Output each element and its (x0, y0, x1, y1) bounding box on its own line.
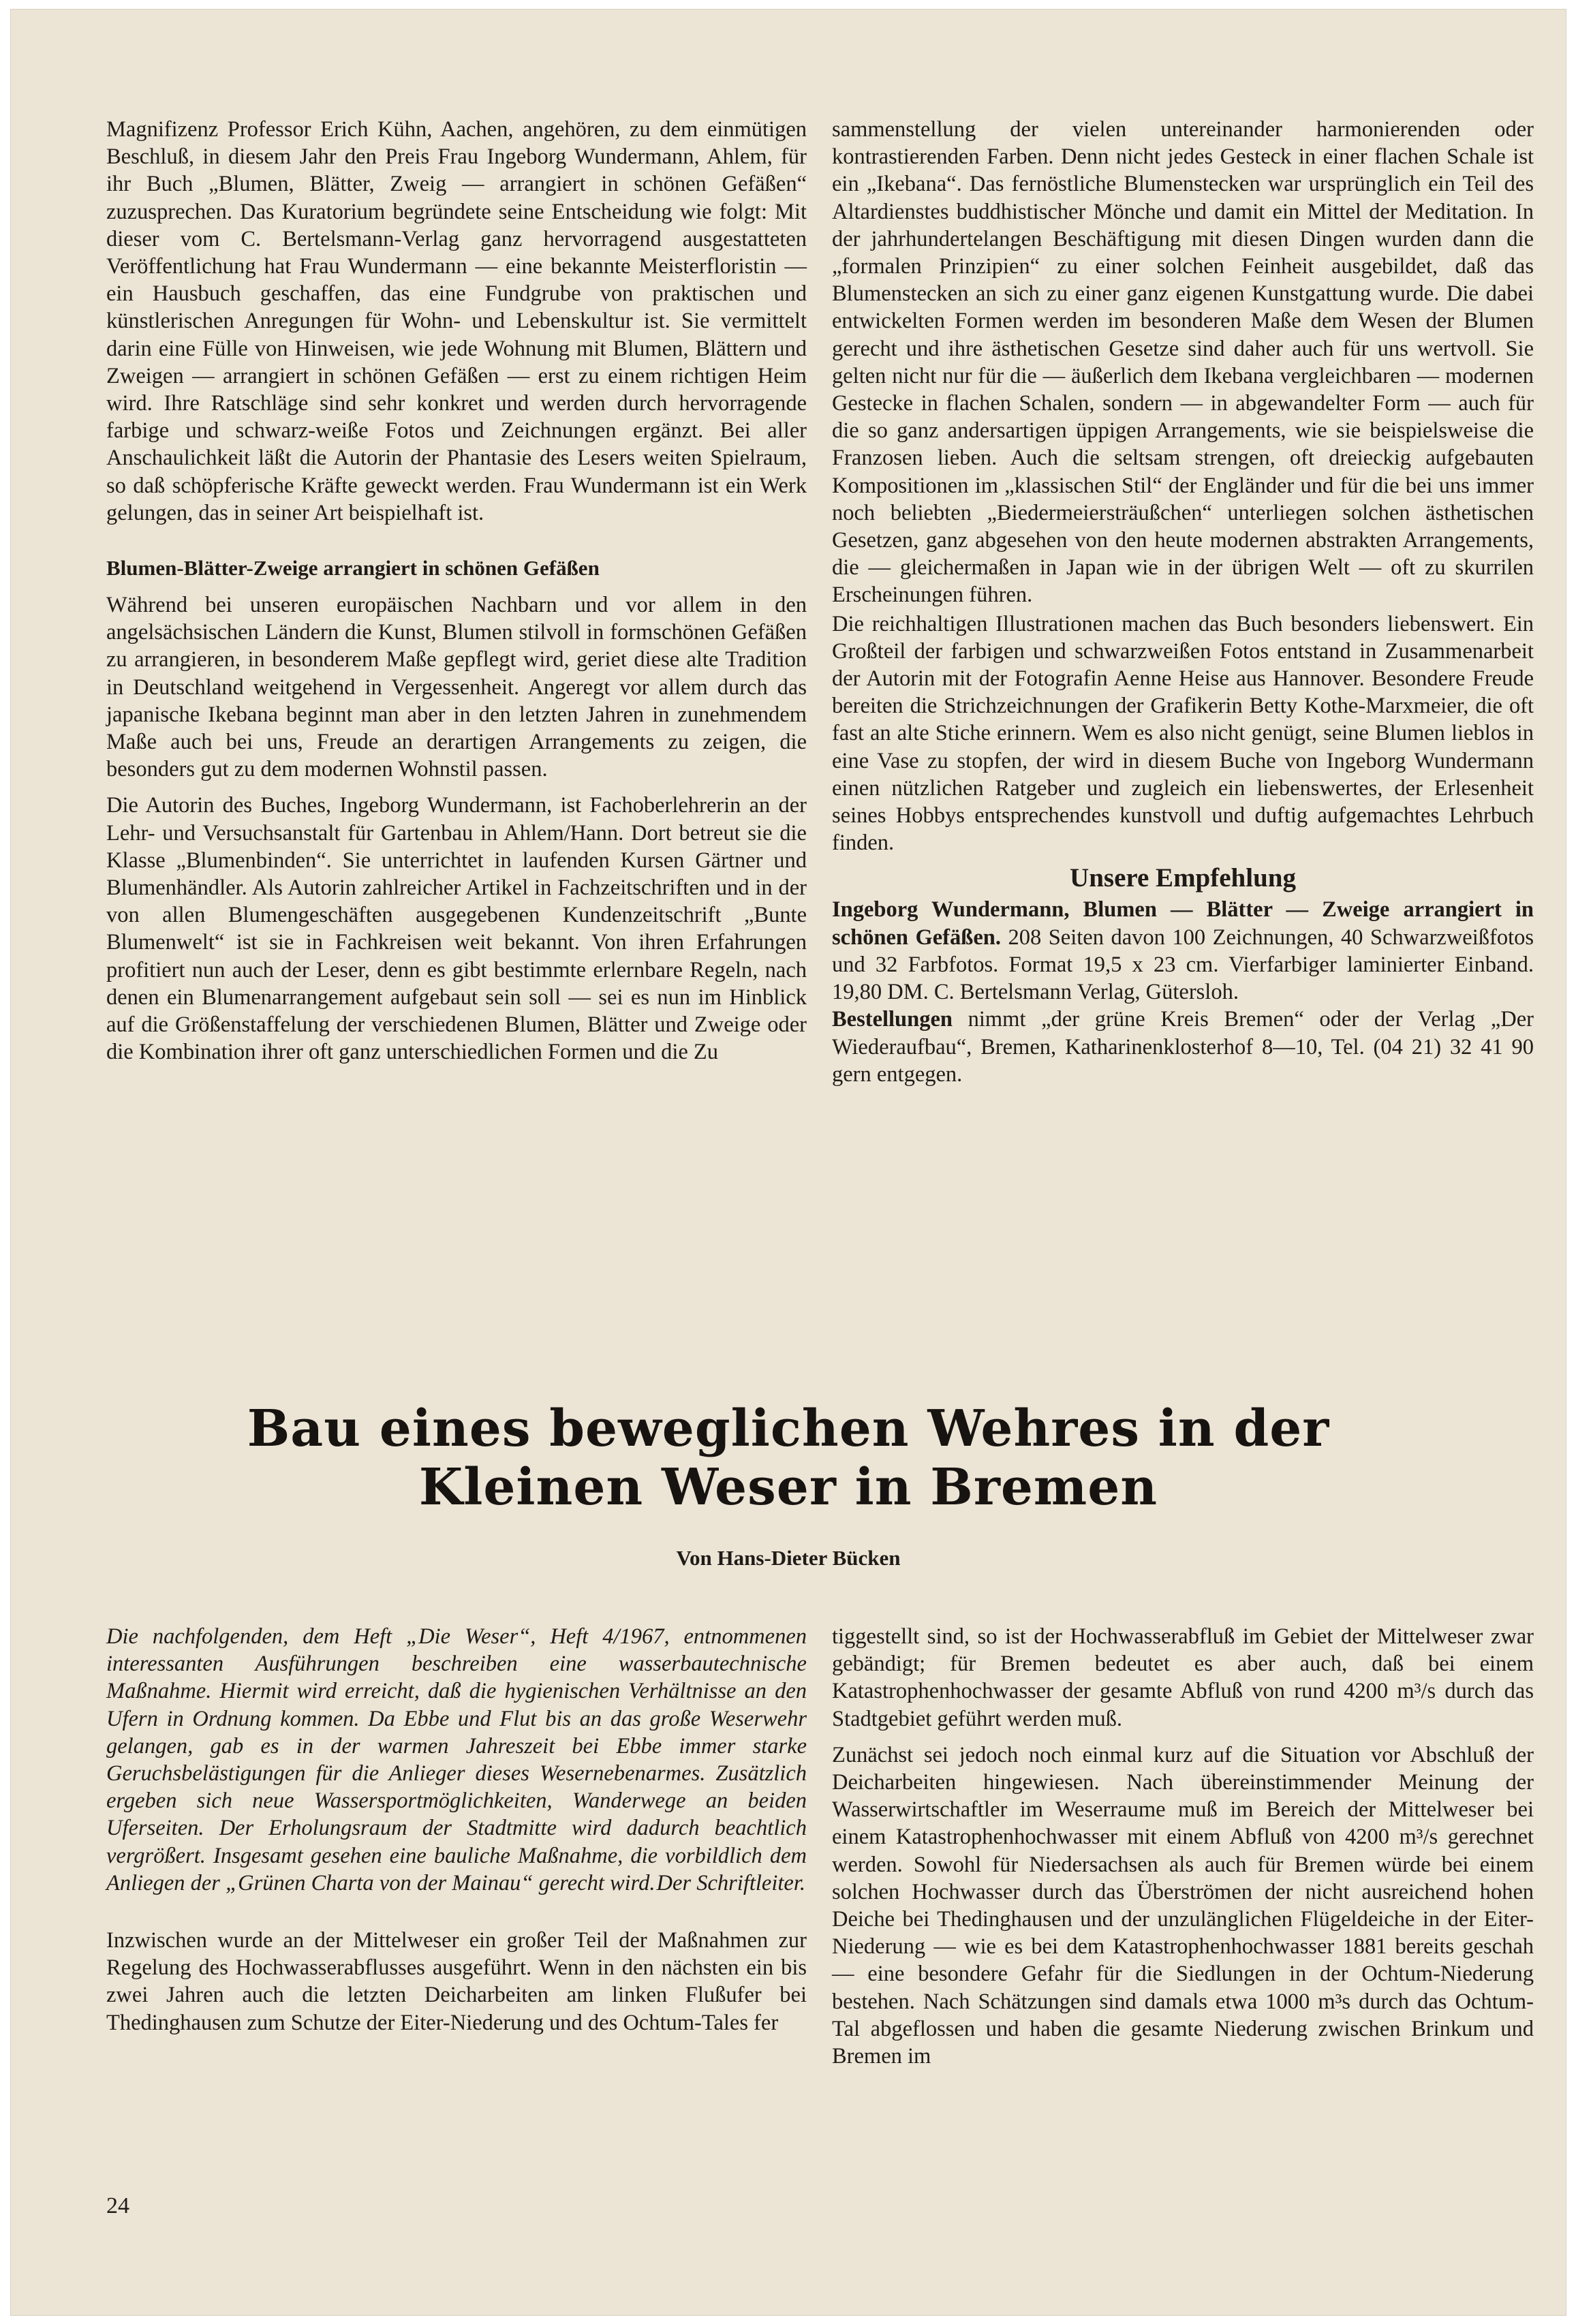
article-title-line: Bau eines beweglichen Wehres in der (247, 1399, 1330, 1458)
page-number: 24 (106, 2193, 129, 2218)
recommendation-book-title: Ingeborg Wundermann, Blumen — Blätter — Zweige arrangiert in schönen Gefäßen. (832, 897, 1534, 950)
review-paragraph: Die reichhaltigen Illustrationen machen das Buch besonders liebenswert. Ein Großteil der farbigen und schwarzweißen Fotos entstand in Zusammenarbeit der Autorin mit der Fotografin Aenne Heise aus Hannover. Besondere Freude bereiten die Strichzeichnungen der Grafikerin Betty Kothe-Marxmeier, die oft fast an alte Stiche erinnern. Wem es also nicht genügt, seine Blumen lieblos in eine Vase zu stopfen, der wird in diesem Buche von Ingeborg Wundermann einen nützlichen Ratgeber und zugleich ein liebenswertes, der Erlesenheit seines Hobbys entsprechendes kunstvoll und duftig aufgemachtes Lehrbuch finden. (832, 611, 1534, 856)
review-paragraph: Die Autorin des Buches, Ingeborg Wundermann, ist Fachoberlehrerin an der Lehr- und Versuchsanstalt für Gartenbau in Ahlem/Hann. Dort betreut sie die Klasse „Blumenbinden“. Sie unterrichtet in laufenden Kursen Gärtner und Blumenhändler. Als Autorin zahlreicher Artikel in Fachzeitschriften und in der von allen Blumengeschäften ausgegebenen Kundenzeitschrift „Bunte Blumenwelt“ ist sie in Fachkreisen weit bekannt. Von ihren Erfahrungen profitiert nun auch der Leser, denn es gibt bestimmte erlernbare Regeln, nach denen ein Blumenarrangement aufgebaut sein soll — sei es nun im Hinblick auf die Größenstaffelung der verschiedenen Blumen, Blätter und Zweige oder die Kombination ihrer oft ganz unterschiedlichen Formen und die Zu (106, 793, 807, 1065)
recommendation-book-details (832, 896, 1534, 1006)
article-column-left (106, 1623, 807, 2036)
recommendation-heading: Unsere Empfehlung (1070, 863, 1296, 893)
article-paragraph: tiggestellt sind, so ist der Hochwasserabfluß im Gebiet der Mittelweser zwar gebändigt; für Bremen bedeutet es aber auch, daß bei einem Katastrophenhochwasser der gesamte Abfluß von rund 4200 m³/s durch das Stadtgebiet geführt werden muß. (832, 1624, 1534, 1731)
article-title (11, 1399, 1566, 1517)
review-paragraph: sammenstellung der vielen untereinander harmonierenden oder kontrastierenden Farben. Denn nicht jedes Gesteck in einer flachen Schale ist ein „Ikebana“. Das fernöstliche Blumenstecken war ursprünglich ein Teil des Altardienstes buddhistischer Mönche und damit ein Mittel der Meditation. In der jahrhundertelangen Beschäftigung mit diesen Dingen wurden dann die „formalen Prinzipien“ zu einer solchen Feinheit ausgebildet, daß das Blumenstecken an sich zu einer ganz eigenen Kunstgattung wurde. Die dabei entwickelten Formen werden im besonderen Maße dem Wesen der Blumen gerecht und ihre ästhetischen Gesetze sind daher auch für uns wertvoll. Sie gelten nicht nur für die — äußerlich dem Ikebana vergleichbaren — modernen Gestecke in flachen Schalen, sondern — in abgewandelter Form — auch für die so ganz andersartigen üppigen Arrangements, wie sie beispielsweise die Franzosen lieben. Auch die seltsam strengen, oft dreieckig aufgebauten Kompositionen im „klassischen Stil“ der Engländer und für die bei uns immer noch beliebten „Biedermeiersträußchen“ unterliegen solchen ästhetischen Gesetzen, ganz abgesehen von den heute modernen abstrakten Arrangements, die — gleichermaßen in Japan wie in der übrigen Welt — oft zu skurrilen Erscheinungen führen. (832, 117, 1534, 608)
recommendation-book-specs: 208 Seiten davon 100 Zeichnungen, 40 Schwarzweißfotos und 32 Farbfotos. Format 19,5 x 23 cm. Vierfarbiger laminierter Einband. 19,80 DM. C. Bertelsmann Verlag, Gütersloh. (832, 925, 1534, 1005)
article-column-right (832, 1623, 1534, 2070)
order-info (832, 1006, 1534, 1088)
review-paragraph: Magnifizenz Professor Erich Kühn, Aachen, angehören, zu dem einmütigen Beschluß, in diesem Jahr den Preis Frau Ingeborg Wundermann, Ahlem, für ihr Buch „Blumen, Blätter, Zweig — arrangiert in schönen Gefäßen“ zuzusprechen. Das Kuratorium begründete seine Entscheidung wie folgt: Mit dieser vom C. Bertelsmann-Verlag ganz hervorragend ausgestatteten Veröffentlichung hat Frau Wundermann — eine bekannte Meisterfloristin — ein Hausbuch geschaffen, das eine Fundgrube von praktischen und künstlerischen Anregungen für Wohn- und Lebenskultur ist. Sie vermittelt darin eine Fülle von Hinweisen, wie jede Wohnung mit Blumen, Blättern und Zweigen — arrangiert in schönen Gefäßen — erst zu einem richtigen Heim wird. Ihre Ratschläge sind sehr konkret und werden durch hervorragende farbige und schwarz-weiße Fotos und Zeichnungen ergänzt. Bei aller Anschaulichkeit läßt die Autorin der Phantasie des Lesers weiten Spielraum, so daß schöpferische Kräfte geweckt werden. Frau Wundermann ist ein Werk gelungen, das in seiner Art beispielhaft ist. (106, 117, 807, 525)
review-paragraph: Während bei unseren europäischen Nachbarn und vor allem in den angelsächsischen Ländern die Kunst, Blumen stilvoll in formschönen Gefäßen zu arrangieren, in besonderem Maße gepflegt wird, geriet diese alte Tradition in Deutschland weitgehend in Vergessenheit. Angeregt vor allem durch das japanische Ikebana beginnt man aber in den letzten Jahren in zunehmendem Maße auch bei uns, Freude an derartigen Arrangements zu zeigen, die besonders gut zu dem modernen Wohnstil passen. (106, 593, 807, 782)
article-intro (106, 1623, 807, 1897)
article-paragraph: Zunächst sei jedoch noch einmal kurz auf die Situation vor Abschluß der Deicharbeiten hingewiesen. Nach übereinstimmender Meinung der Wasserwirtschaftler im Weserraume muß im Bereich der Mittelweser bei einem Katastrophenhochwasser mit einem Abfluß von 4200 m³/s gerechnet werden. Sowohl für Niedersachsen als auch für Bremen würde bei einem solchen Hochwasser durch das Überströmen der nicht ausreichend hohen Deiche bei Thedinghausen und der unzulänglichen Flügeldeiche in der Eiter-Niederung — wie es bei dem Katastrophenhochwasser 1881 bereits geschah — eine besondere Gefahr für die Siedlungen in der Ochtum-Niederung bestehen. Nach Schätzungen sind damals etwa 1000 m³s durch das Ochtum-Tal abgeflossen und haben die gesamte Niederung zwischen Brinkum und Bremen im (832, 1742, 1534, 2069)
document-page (11, 10, 1566, 2315)
order-info-label: Bestellungen (832, 1007, 953, 1032)
order-info-text: nimmt „der grüne Kreis Bremen“ oder der Verlag „Der Wiederaufbau“, Bremen, Katharinenklosterhof 8—10, Tel. (04 21) 32 41 90 gern entgegen. (832, 1007, 1534, 1087)
article-intro-text: Die nachfolgenden, dem Heft „Die Weser“, Heft 4/1967, entnommenen interessanten Ausführungen beschreiben eine wasserbautechnische Maßnahme. Hiermit wird erreicht, daß die hygienischen Verhältnisse an den Ufern in Ordnung kommen. Da Ebbe und Flut bis an das große Weserwehr gelangen, gab es in der warmen Jahreszeit bei Ebbe immer starke Geruchsbelästigungen für die Anlieger dieses Wesernebenarmes. Zusätzlich ergeben sich neue Wassersportmöglichkeiten, Wanderwege an beiden Uferseiten. Der Erholungsraum der Stadtmitte wird dadurch beachtlich vergrößert. Insgesamt gesehen eine bauliche Maßnahme, die vorbildlich dem Anliegen der „Grünen Charta von der Mainau“ gerecht wird. (106, 1624, 807, 1895)
editor-signature: Der Schriftleiter. (656, 1870, 805, 1895)
review-column-right (832, 116, 1534, 1088)
review-subheading: Blumen-Blätter-Zweige arrangiert in schönen Gefäßen (106, 556, 600, 580)
article-title-line: Kleinen Weser in Bremen (418, 1458, 1158, 1517)
article-paragraph: Inzwischen wurde an der Mittelweser ein großer Teil der Maßnahmen zur Regelung des Hochwasserabflusses ausgeführt. Wenn in den nächsten ein bis zwei Jahren auch die letzten Deicharbeiten am linken Flußufer bei Thedinghausen zum Schutze der Eiter-Niederung und des Ochtum-Tales fer (106, 1928, 807, 2035)
article-byline: Von Hans-Dieter Bücken (676, 1546, 901, 1570)
review-column-left (106, 116, 807, 1066)
